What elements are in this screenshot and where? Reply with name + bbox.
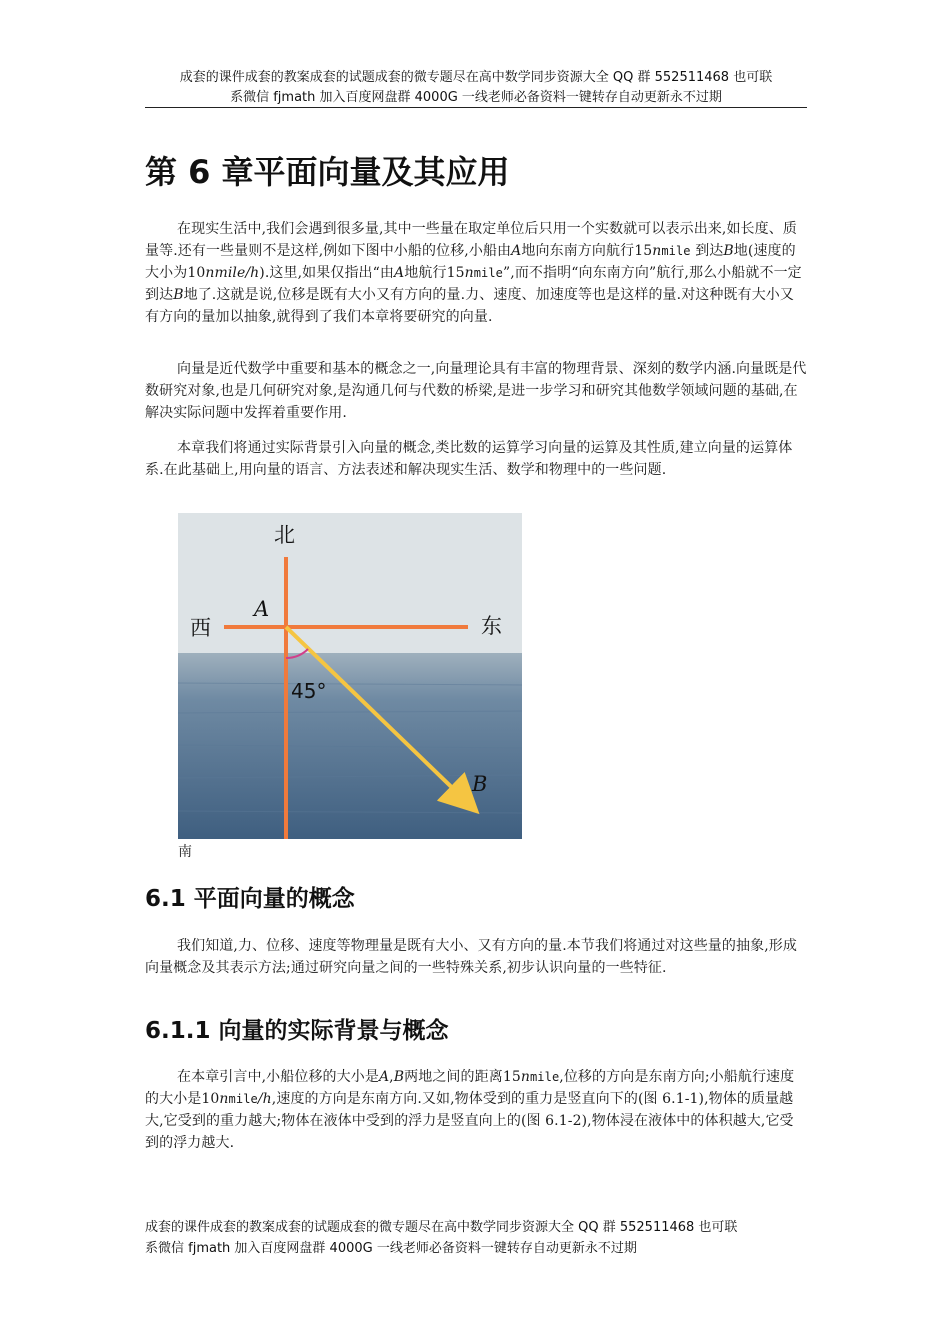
- section-6-1-paragraph: 我们知道,力、位移、速度等物理量是既有大小、又有方向的量.本节我们将通过对这些量的抽象,形成向量概念及其表示方法;通过研究向量之间的一些特殊关系,初步认识向量的一些特征.: [145, 938, 797, 976]
- text-run: 在现实生活中,我们会遇到很多量,其中一些量在取定单位后只用一个实数就可以表示出来,如长度、质量等.还有一些量则不是这样,例如下图中小船的位移,小船由: [145, 221, 797, 259]
- math-var: n: [464, 265, 474, 281]
- angle-label: 45°: [291, 679, 327, 703]
- north-label: 北: [274, 523, 295, 547]
- text-run: 两地之间的距离: [404, 1069, 503, 1085]
- section-6-1-title: 6.1 平面向量的概念: [145, 886, 355, 912]
- intro-paragraph-2: 向量是近代数学中重要和基本的概念之一,向量理论具有丰富的物理背景、深刻的数学内涵.向量既是代数研究对象,也是几何研究对象,是沟通几何与代数的桥梁,是进一步学习和研究其他数学领域问题的基础,在解决实际问题中发挥着重要作用.: [145, 361, 807, 421]
- math-var: n: [219, 1091, 229, 1107]
- section-6-1-1-paragraph: [145, 1066, 807, 1154]
- intro-paragraph-1: [145, 218, 807, 328]
- math-number: 15: [502, 1069, 521, 1085]
- point-b-label: B: [472, 772, 488, 796]
- math-var: /h: [257, 1091, 272, 1107]
- boat-displacement-figure: [178, 513, 522, 839]
- math-number: 15: [446, 265, 465, 281]
- sky-background: [178, 513, 522, 663]
- text-run: ,: [389, 1069, 394, 1085]
- west-label: 西: [190, 616, 211, 640]
- math-var: A: [511, 243, 522, 259]
- text-run: ,位移的方向是东南方向;小船航行速度的大小是: [145, 1069, 795, 1107]
- footer-line-2: 系微信 fjmath 加入百度网盘群 4000G 一线老师必备资料一键转存自动更新永不过期: [145, 1241, 637, 1256]
- point-a-label: A: [254, 597, 270, 621]
- math-var: B: [393, 1069, 405, 1085]
- text-run: 地(速度的大小为: [145, 243, 796, 281]
- math-var: A: [394, 265, 405, 281]
- intro-paragraph-3: 本章我们将通过实际背景引入向量的概念,类比数的运算学习向量的运算及其性质,建立向量的运算体系.在此基础上,用向量的语言、方法表述和解决现实生活、数学和物理中的一些问题.: [145, 440, 793, 478]
- text-run: 地航行: [404, 265, 447, 281]
- header-line-1: 成套的课件成套的教案成套的试题成套的微专题尽在高中数学同步资源大全 QQ 群 552511468 也可联: [179, 70, 773, 85]
- math-number: 10: [187, 265, 206, 281]
- math-var: A: [378, 1069, 390, 1085]
- text-run: ,速度的方向是东南方向.又如,物体受到的重力是竖直向下的(图 6.1-1),物体的质量越大,它受到的重力越大;物体在液体中受到的浮力是竖直向上的(图 6.1-2),物体浸在液体中的体积越大,它受到的浮力越大.: [145, 1091, 794, 1151]
- unit-text: mile: [473, 266, 504, 280]
- unit-text: mile: [529, 1070, 560, 1084]
- footer-line-1: 成套的课件成套的教案成套的试题成套的微专题尽在高中数学同步资源大全 QQ 群 552511468 也可联: [145, 1220, 738, 1235]
- chapter-title: 第 6 章平面向量及其应用: [145, 153, 510, 191]
- text-run: 地了.这就是说,位移是既有大小又有方向的量.力、速度、加速度等也是这样的量.对这种既有大小又有方向的量加以抽象,就得到了我们本章将要研究的向量.: [145, 287, 794, 325]
- text-run: ).这里,如果仅指出“由: [259, 265, 395, 281]
- header-divider: [145, 107, 807, 108]
- text-run: ”,而不指明“向东南方向”航行,那么小船就不一定到达: [145, 265, 802, 303]
- math-number: 15: [634, 243, 653, 259]
- math-number: 10: [201, 1091, 220, 1107]
- page-header: [145, 68, 807, 108]
- text-run: 到达: [690, 243, 724, 259]
- figure-svg: [178, 513, 522, 839]
- unit-text: mile: [228, 1092, 258, 1106]
- math-var: B: [723, 243, 734, 259]
- unit-text: mile: [661, 244, 691, 258]
- math-var: n: [652, 243, 662, 259]
- section-6-1-1-title: 6.1.1 向量的实际背景与概念: [145, 1018, 449, 1044]
- math-var: n: [520, 1069, 530, 1085]
- page-footer: [145, 1217, 807, 1259]
- math-var: B: [173, 287, 184, 303]
- text-run: 地向东南方向航行: [521, 243, 635, 259]
- east-label: 东: [481, 614, 502, 638]
- math-var: nmile/h: [205, 265, 260, 281]
- header-line-2: 系微信 fjmath 加入百度网盘群 4000G 一线老师必备资料一键转存自动更新永不过期: [230, 90, 722, 105]
- text-run: 在本章引言中,小船位移的大小是: [177, 1069, 379, 1085]
- figure-south-label: 南: [178, 844, 192, 860]
